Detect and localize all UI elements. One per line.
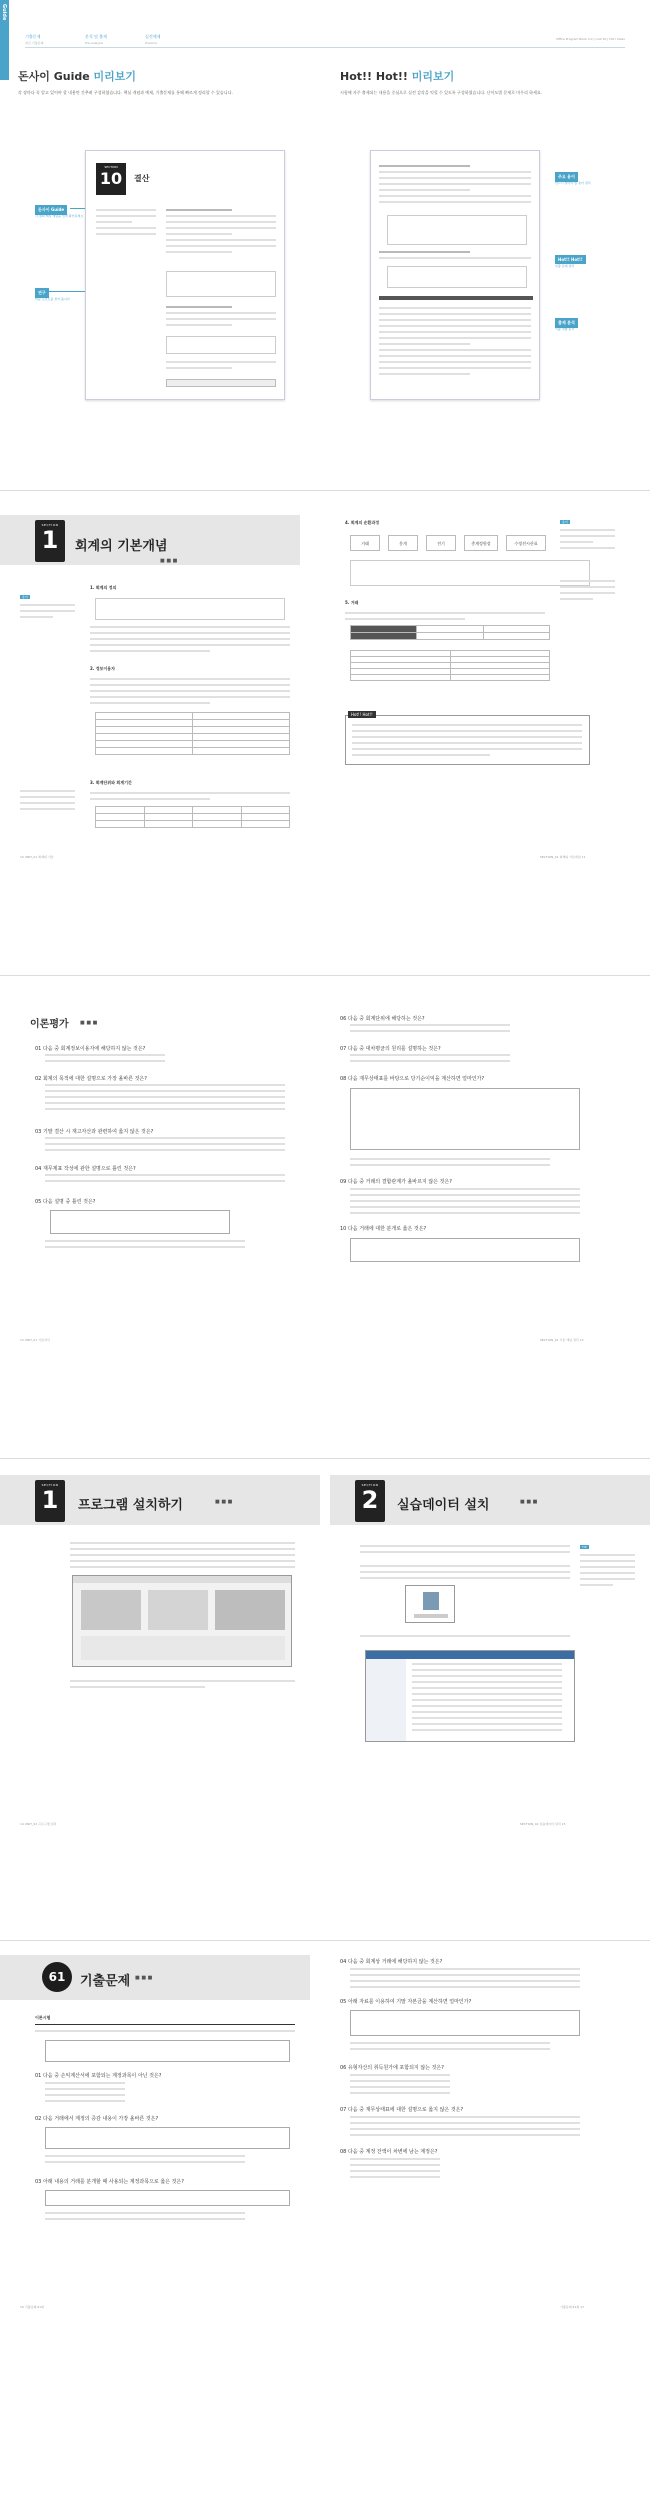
guide-left-title: 돈사이 Guide 미리보기 (18, 70, 137, 83)
exam-question-7: 07 다음 중 재무상태표에 대한 설명으로 옳지 않은 것은? (340, 2107, 464, 2113)
callout-terms-text: 반드시 알아야 할 용어 정리 (555, 181, 591, 185)
install-section1-title: 프로그램 설치하기 (78, 1498, 183, 1513)
debit-credit-table (350, 650, 550, 681)
exam-question-2: 02 다음 거래에서 계정의 증감 내용이 가장 올바른 것은? (35, 2116, 159, 2122)
quiz-question-1: 01 다음 중 회계정보이용자에 해당하지 않는 것은? (35, 1046, 146, 1052)
card-table-box (166, 336, 276, 354)
breadcrumb: Office Program Book 2.0 | Unit 10 | Hot! Index (556, 37, 625, 41)
install-side-note: TIP (582, 1545, 587, 1549)
guide-preview-card-right (370, 150, 540, 400)
flow-step-4: 총계정원장 (464, 535, 498, 551)
heading-period: 3. 회계단위와 회계기간 (90, 780, 132, 785)
footer-left-p2: 10 UNIT_01 회계의 기본 (20, 855, 54, 859)
exam-subtitle: 이론시험 (35, 2015, 51, 2020)
footer-left-p3: 12 UNIT_01 기본지식 (20, 1338, 50, 1342)
nav-col-2[interactable]: 분석 및 출제 Pre-analysis (85, 34, 107, 45)
exam-question-8: 08 다음 중 계정 잔액이 차변에 남는 계정은? (340, 2149, 438, 2155)
nav-col-1[interactable]: 기출문제 최신 기출문제 (25, 34, 44, 45)
install-section2-title: 실습데이터 설치 (397, 1498, 490, 1513)
footer-right-p5: 기출문제 61회 17 (560, 2305, 585, 2309)
footer-right-p2: SECTION_01 회계의 기본개념 11 (540, 855, 586, 859)
users-table (95, 712, 290, 755)
heading-transaction: 5. 거래 (345, 600, 359, 605)
quiz-question-8: 08 다음 재무상태표를 바탕으로 당기순이익을 계산하면 얼마인가? (340, 1076, 485, 1082)
exam-title: 기출문제 (80, 1974, 131, 1989)
install-website-screenshot (72, 1575, 292, 1667)
card-title: 결산 (134, 174, 150, 183)
exam-number-circle: 61 (42, 1962, 72, 1992)
transaction-table (350, 625, 550, 640)
exam-question-6: 06 유형자산의 취득원가에 포함되지 않는 것은? (340, 2065, 444, 2071)
footer-right-p4: SECTION_02 실습데이터 설치 15 (520, 1822, 566, 1826)
callout-terms: 주요 용어 (555, 172, 578, 182)
callout-guide-text: 각 절의 핵심 개념을 먼저 확인하세요 (35, 214, 84, 218)
exam-question-4: 04 다음 중 회계상 거래에 해당하지 않는 것은? (340, 1959, 443, 1965)
quiz-question-2: 02 회계의 목적에 대한 설명으로 가장 올바른 것은? (35, 1076, 147, 1082)
exam-question-3: 03 아래 내용의 거래를 분개할 때 사용되는 계정과목으로 옳은 것은? (35, 2179, 184, 2185)
callout-hot: Hot!! Hot!! (555, 255, 586, 264)
card-section-badge: SECTION 10 (96, 163, 126, 195)
quiz-question-5: 05 다음 설명 중 틀린 것은? (35, 1199, 96, 1205)
guide-preview-card-left (85, 150, 285, 400)
flow-step-1: 거래 (350, 535, 380, 551)
callout-analysis-text: 기출 경향 분석 (555, 327, 575, 331)
side-tab: Guide (0, 0, 9, 80)
hot-box: Hot!! Hot!! (345, 715, 590, 765)
callout-hot-text: 빈출 문제 정리 (555, 264, 575, 268)
card-example-box (166, 271, 276, 297)
quiz-question-6: 06 다음 중 회계단위에 해당하는 것은? (340, 1016, 425, 1022)
quiz-question-9: 09 다음 중 거래의 결합관계가 올바르지 않은 것은? (340, 1179, 452, 1185)
heading-cycle: 4. 회계의 순환과정 (345, 520, 380, 525)
top-navigation (25, 34, 625, 48)
footer-right-p3: SECTION_01 기본 개념 정리 13 (540, 1338, 584, 1342)
footer-left-p4: 14 UNIT_02 프로그램 설치 (20, 1822, 57, 1826)
quiz-question-7: 07 다음 중 대차평균의 원리를 설명하는 것은? (340, 1046, 441, 1052)
callout-analysis: 출제 분석 (555, 318, 578, 328)
quiz-question-3: 03 기말 결산 시 재고자산과 관련하여 옳지 않은 것은? (35, 1129, 154, 1135)
install-section1-badge: SECTION 1 (35, 1480, 65, 1522)
heading-accounting-definition: 1. 회계의 정의 (90, 585, 117, 590)
section1-side-note-1: 용어 (22, 595, 28, 599)
callout-guide: 돈사이 Guide (35, 205, 67, 215)
period-table (95, 806, 290, 828)
exam-question-5: 05 아래 자료를 이용하여 기말 자본금을 계산하면 얼마인가? (340, 1999, 472, 2005)
section1-right-note-1: 용어 (562, 520, 568, 524)
flow-step-5: 수정전시산표 (506, 535, 546, 551)
quiz-question-10: 10 다음 거래에 대한 분개로 옳은 것은? (340, 1226, 427, 1232)
guide-left-desc: 각 장마다 꼭 알고 있어야 할 내용만 간추려 구성하였습니다. 핵심 개념과 예제, 기출문제를 통해 빠르게 정리할 수 있습니다. (18, 90, 233, 95)
exam-question-1: 01 다음 중 손익계산서에 포함되는 계정과목이 아닌 것은? (35, 2073, 162, 2079)
nav-col-3[interactable]: 실전예제 Practice (145, 34, 161, 45)
flow-step-2: 분개 (388, 535, 418, 551)
guide-right-title: Hot!! Hot!! 미리보기 (340, 70, 455, 83)
quiz-title: 이론평가 (30, 1019, 69, 1030)
install-icon-screenshot (405, 1585, 455, 1623)
section1-title: 회계의 기본개념 (75, 539, 168, 554)
install-folder-screenshot (365, 1650, 575, 1742)
footer-left-p5: 16 기출문제 61회 (20, 2305, 45, 2309)
section1-badge: SECTION 1 (35, 520, 65, 562)
heading-users: 2. 정보이용자 (90, 666, 116, 671)
cycle-flow (350, 535, 550, 561)
callout-study: 연구 (35, 288, 49, 298)
guide-right-desc: 시험에 자주 출제되는 내용을 중심으로 실전 감각을 익힐 수 있도록 구성하였습니다. 난이도별 문제로 마무리 하세요. (340, 90, 542, 95)
install-section2-badge: SECTION 2 (355, 1480, 385, 1522)
quiz-question-4: 04 재무제표 작성에 관한 설명으로 틀린 것은? (35, 1166, 136, 1172)
callout-study-text: 학습 포인트를 짚어 줍니다 (35, 297, 70, 301)
flow-step-3: 전기 (426, 535, 456, 551)
